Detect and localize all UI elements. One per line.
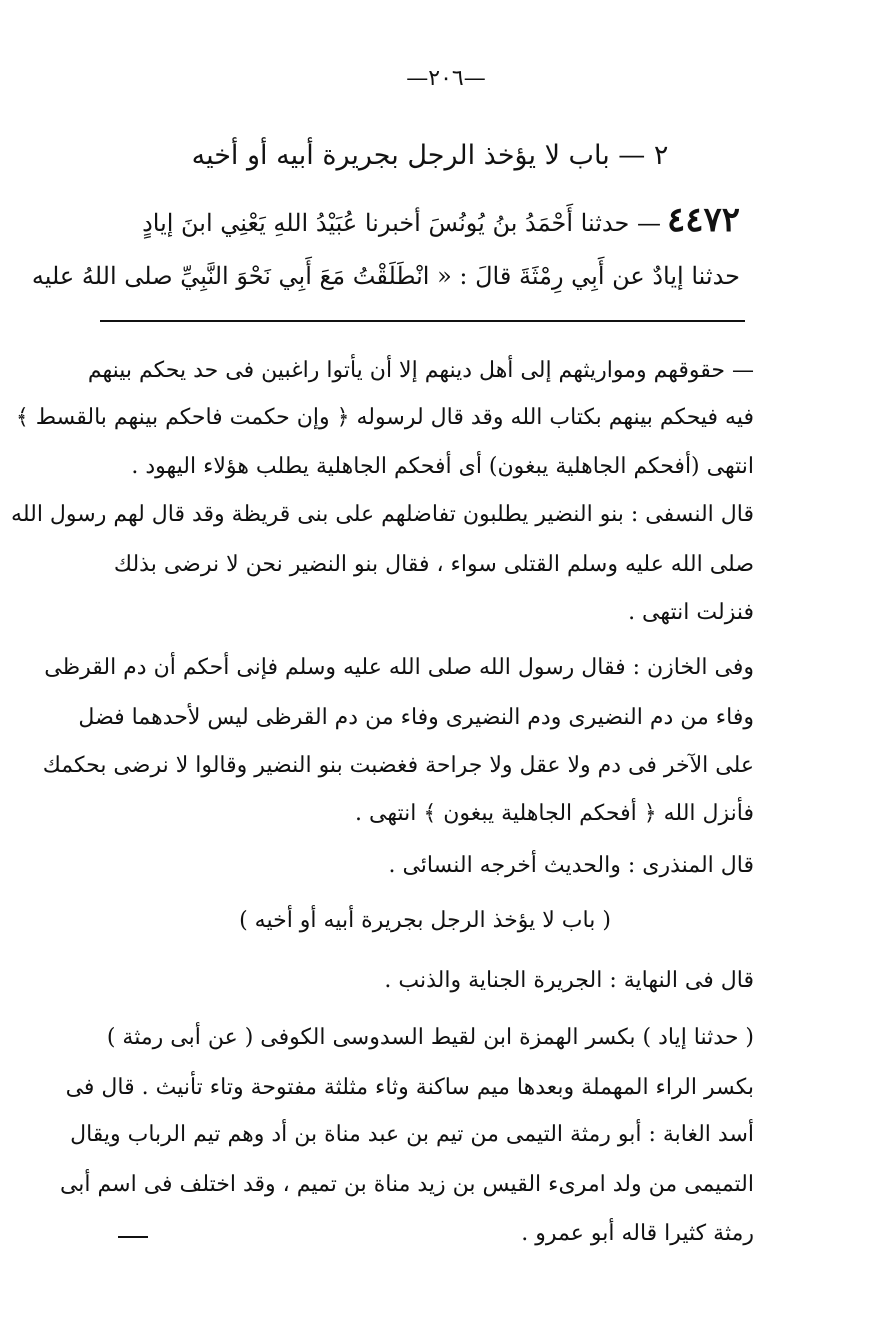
end-dash	[118, 1236, 148, 1238]
commentary-line: فيه فيحكم بينهم بكتاب الله وقد قال لرسوله ﴿ وإن حكمت فاحكم بينهم بالقسط ﴾	[15, 405, 754, 430]
hadith-first-line	[100, 200, 740, 240]
section-divider	[100, 320, 745, 322]
commentary-line: قال المنذرى : والحديث أخرجه النسائى .	[388, 853, 754, 878]
commentary-line: أسد الغابة : أبو رمثة التيمى من تيم بن عبد مناة بن أد وهم تيم الرباب ويقال	[70, 1122, 754, 1147]
hadith-number: ٤٤٧٢	[666, 200, 740, 240]
hadith-text-line-2: حدثنا إيادٌ عن أَبِي رِمْثَةَ قالَ : « انْطَلَقْتُ مَعَ أَبِي نَحْوَ النَّبِيِّ صلى اللهُ عليه	[31, 262, 740, 290]
commentary-line: صلى الله عليه وسلم القتلى سواء ، فقال بنو النضير نحن لا نرضى بذلك	[113, 552, 754, 577]
commentary-line: وفى الخازن : فقال رسول الله صلى الله عليه وسلم فإنى أحكم أن دم القرظى	[44, 655, 754, 680]
commentary-line: — حقوقهم ومواريثهم إلى أهل دينهم إلا أن يأتوا راغبين فى حد يحكم بينهم	[87, 358, 754, 383]
commentary-line: قال النسفى : بنو النضير يطلبون تفاضلهم على بنى قريظة وقد قال لهم رسول الله	[11, 502, 754, 527]
commentary-line: على الآخر فى دم ولا عقل ولا جراحة فغضبت بنو النضير وقالوا لا نرضى بحكمك	[42, 753, 754, 778]
commentary-line: التميمى من ولد امرىء القيس بن زيد مناة بن تميم ، وقد اختلف فى اسم أبى	[59, 1172, 754, 1197]
commentary-line: فأنزل الله ﴿ أفحكم الجاهلية يبغون ﴾ انتهى .	[355, 801, 754, 826]
chapter-title: ٢ — باب لا يؤخذ الرجل بجريرة أبيه أو أخيه	[191, 140, 669, 171]
commentary-line: انتهى (أفحكم الجاهلية يبغون) أى أفحكم الجاهلية يطلب هؤلاء اليهود .	[131, 454, 754, 479]
commentary-line: بكسر الراء المهملة وبعدها ميم ساكنة وثاء مثلثة مفتوحة وتاء تأنيث . قال فى	[65, 1075, 754, 1100]
page-number: —٢٠٦—	[406, 66, 486, 91]
chapter-heading-inline: ( باب لا يؤخذ الرجل بجريرة أبيه أو أخيه )	[239, 908, 611, 933]
commentary-line: فنزلت انتهى .	[628, 600, 754, 625]
hadith-text-line-1: — حدثنا أَحْمَدُ بنُ يُونُسَ أخبرنا عُبَيْدُ اللهِ يَعْنِي ابنَ إيادٍ	[142, 209, 661, 237]
commentary-line: قال فى النهاية : الجريرة الجناية والذنب .	[384, 968, 754, 993]
commentary-line: رمثة كثيرا قاله أبو عمرو .	[521, 1221, 754, 1246]
commentary-line: وفاء من دم النضيرى ودم النضيرى وفاء من دم القرظى ليس لأحدهما فضل	[78, 705, 754, 730]
commentary-line: ( حدثنا إياد ) بكسر الهمزة ابن لقيط السدوسى الكوفى ( عن أبى رمثة )	[106, 1025, 754, 1050]
